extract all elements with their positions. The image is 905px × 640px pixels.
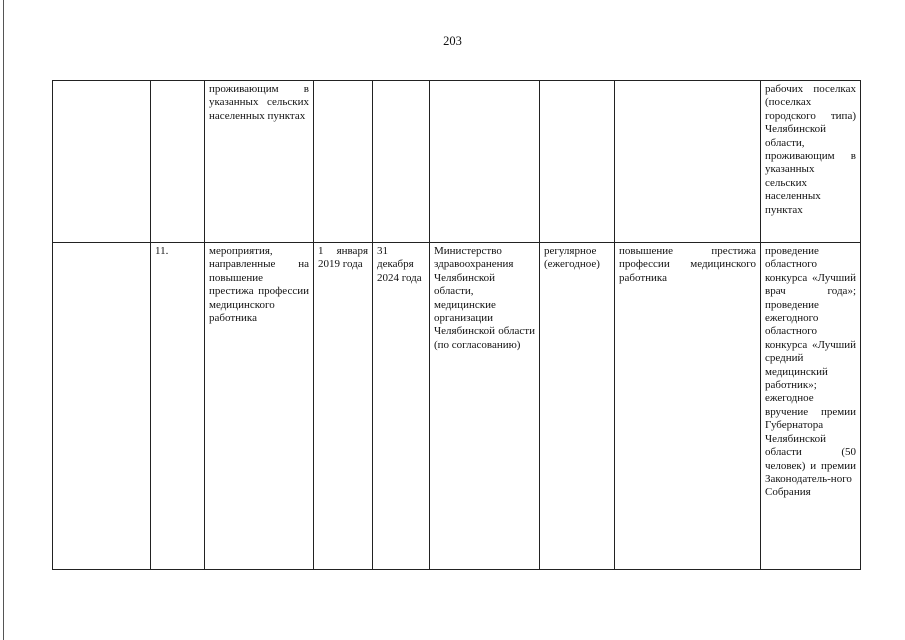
- blank-cell: [53, 243, 151, 570]
- goal-cell: повышение престижа профессии медицинского работника: [615, 243, 761, 570]
- periodicity-cell: регулярное (ежегодное): [540, 243, 615, 570]
- start-date-cell: 1 января 2019 года: [314, 243, 373, 570]
- activities-table: [52, 80, 861, 570]
- executor-cell: [430, 81, 540, 243]
- result-cell: рабочих поселках (поселках городского типа) Челябинской области, проживающим в указанных сельских населенных пунктах: [761, 81, 861, 243]
- end-date-cell: [373, 81, 430, 243]
- event-cell: проживающим в указанных сельских населенных пунктах: [205, 81, 314, 243]
- number-cell: [151, 81, 205, 243]
- number-cell: 11.: [151, 243, 205, 570]
- executor-cell: Министерство здравоохранения Челябинской области, медицинские организации Челябинской области (по согласованию): [430, 243, 540, 570]
- start-date-cell: [314, 81, 373, 243]
- goal-cell: [615, 81, 761, 243]
- result-cell: проведение областного конкурса «Лучший врач года»; проведение ежегодного областного конкурса «Лучший средний медицинский работник»; ежегодное вручение премии Губернатора Челябинской области (50 человек) и премии Законодатель-ного Собрания: [761, 243, 861, 570]
- table-row: [53, 243, 861, 570]
- scan-edge-line: [3, 0, 4, 640]
- event-cell: мероприятия, направленные на повышение престижа профессии медицинского работника: [205, 243, 314, 570]
- table-row: [53, 81, 861, 243]
- blank-cell: [53, 81, 151, 243]
- periodicity-cell: [540, 81, 615, 243]
- page-number: 203: [443, 34, 462, 48]
- end-date-cell: 31 декабря 2024 года: [373, 243, 430, 570]
